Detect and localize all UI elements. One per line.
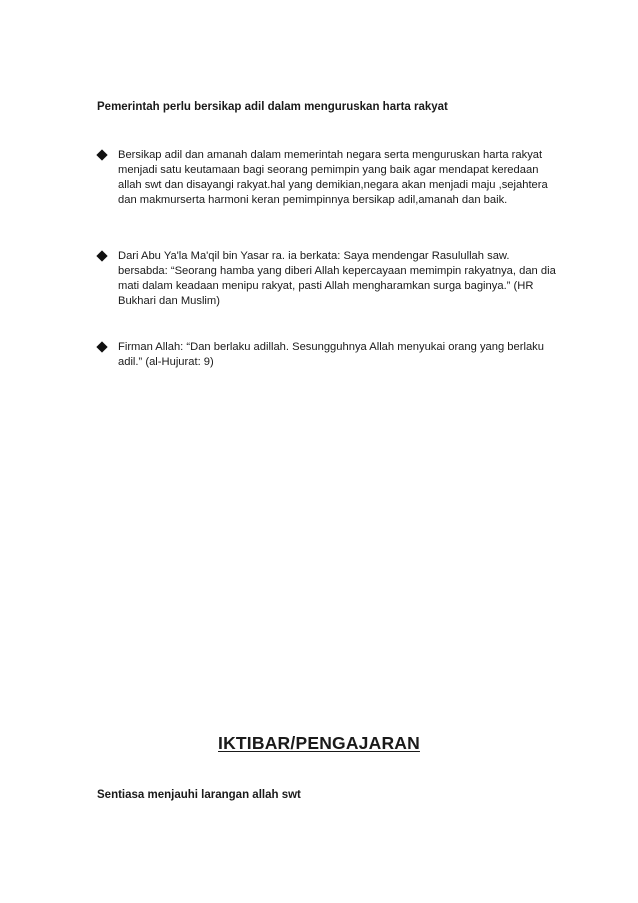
list-item — [97, 340, 558, 370]
page-heading: Pemerintah perlu bersikap adil dalam menguruskan harta rakyat — [97, 101, 448, 113]
bullet-text: Bersikap adil dan amanah dalam memerintah negara serta menguruskan harta rakyat menjadi satu keutamaan bagi seorang pemimpin yang baik agar mendapat keredaan allah swt dan disayangi rakyat.hal yang demikian,negara akan menjadi maju ,sejahtera dan makmurserta harmoni keran pemimpinnya bersikap adil,amanah dan baik. — [118, 149, 548, 206]
list-item — [97, 148, 558, 208]
section-title: IKTIBAR/PENGAJARAN — [218, 733, 420, 753]
diamond-bullet-icon — [96, 341, 107, 352]
diamond-bullet-icon — [96, 250, 107, 261]
diamond-bullet-icon — [96, 149, 107, 160]
bullet-text: Dari Abu Ya'la Ma'qil bin Yasar ra. ia berkata: Saya mendengar Rasulullah saw. bersabda: “Seorang hamba yang diberi Allah kepercayaan memimpin rakyatnya, dan dia mati dalam keadaan menipu rakyat, pasti Allah mengharamkan surga baginya.” (HR Bukhari dan Muslim) — [118, 250, 556, 307]
section-subheading: Sentiasa menjauhi larangan allah swt — [97, 789, 301, 801]
list-item — [97, 249, 558, 309]
bullet-text: Firman Allah: “Dan berlaku adillah. Sesungguhnya Allah menyukai orang yang berlaku adil.” (al-Hujurat: 9) — [118, 341, 545, 368]
